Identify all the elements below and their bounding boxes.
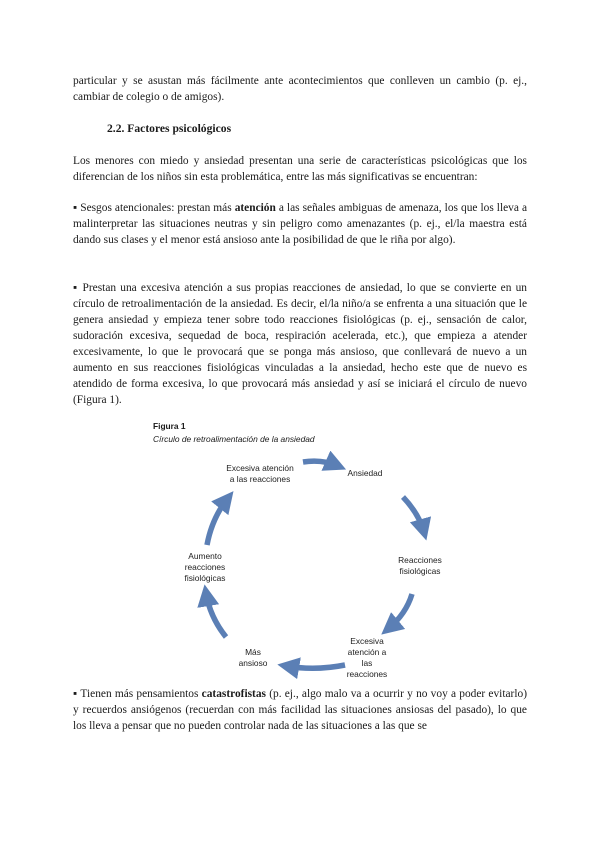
cycle-node-atencion-reacciones: Excesiva atención a las reacciones bbox=[226, 463, 294, 484]
cycle-arrow-5 bbox=[206, 593, 226, 637]
bias-text-end: a las señales ambiguas de amenaza, los que los lleva a malinterpretar las situaciones neutras y sin peligro como amenazantes (p. ej., el/la maestra está dando sus clases y el menor está ansioso ante la posibilidad de que le riña por algo). bbox=[73, 202, 527, 246]
cycle-arrow-2 bbox=[403, 497, 424, 532]
figure-label: Figura 1 bbox=[153, 421, 186, 431]
figure-caption: Círculo de retroalimentación de la ansiedad bbox=[153, 434, 315, 444]
cycle-arrow-3 bbox=[388, 594, 412, 629]
cycle-node-mas-ansioso: Más ansioso bbox=[238, 647, 268, 668]
thoughts-bold-term: catastrofistas bbox=[201, 688, 266, 700]
cycle-node-excesiva-atencion: Excesiva atención a las reacciones bbox=[346, 636, 388, 679]
intro-paragraph: particular y se asustan más fácilmente ante acontecimientos que conlleven un cambio (p. ej., cambiar de colegio o de amigos). bbox=[73, 75, 527, 103]
cycle-node-ansiedad: Ansiedad bbox=[347, 468, 383, 478]
cycle-arrow-1 bbox=[303, 461, 338, 466]
thoughts-text-end: (p. ej., algo malo va a ocurrir y no voy a poder evitarlo) y recuerdos ansiógenos (recuerdan con más facilidad las situaciones ansiosas del pasado), lo que los lleva a pensar que no pueden controlar nada de las situaciones a las que se bbox=[73, 688, 527, 732]
attention-reactions-paragraph: ▪ Prestan una excesiva atención a sus propias reacciones de ansiedad, lo que se convierte en un círculo de retroalimentación de la ansiedad. Es decir, el/la niño/a se enfrenta a una situación que le genera ansiedad y empieza tener sobre todo reacciones fisiológicas (p. ej., sensación de calor, sudoración excesiva, sequedad de boca, respiración acelerada, etc.), que empieza a atender excesivamente, lo que le provocará que se ponga más ansioso, que conllevará de nuevo a un aumento en sus reacciones fisiológicas vinculadas a la ansiedad, hecho este que de nuevo es atendido de forma excesiva, lo que provocará más ansiedad y así se iniciará el círculo de nuevo (Figura 1). bbox=[73, 282, 527, 406]
thoughts-text-start: ▪ Tienen más pensamientos bbox=[73, 688, 202, 700]
section-heading: 2.2. Factores psicológicos bbox=[107, 122, 232, 135]
cycle-node-aumento-reacciones: Aumento reacciones fisiológicas bbox=[184, 551, 226, 583]
cycle-node-reacciones-fisiologicas: Reacciones fisiológicas bbox=[398, 555, 442, 576]
bias-text-start: ▪ Sesgos atencionales: prestan más bbox=[73, 202, 235, 214]
overview-paragraph: Los menores con miedo y ansiedad presentan una serie de características psicológicas que los diferencian de los niños sin esta problemática, entre las más significativas se encuentran: bbox=[73, 155, 527, 183]
bias-bold-term: atención bbox=[234, 202, 276, 214]
cycle-arrow-6 bbox=[207, 498, 228, 545]
catastrophic-thoughts-paragraph bbox=[73, 686, 527, 734]
